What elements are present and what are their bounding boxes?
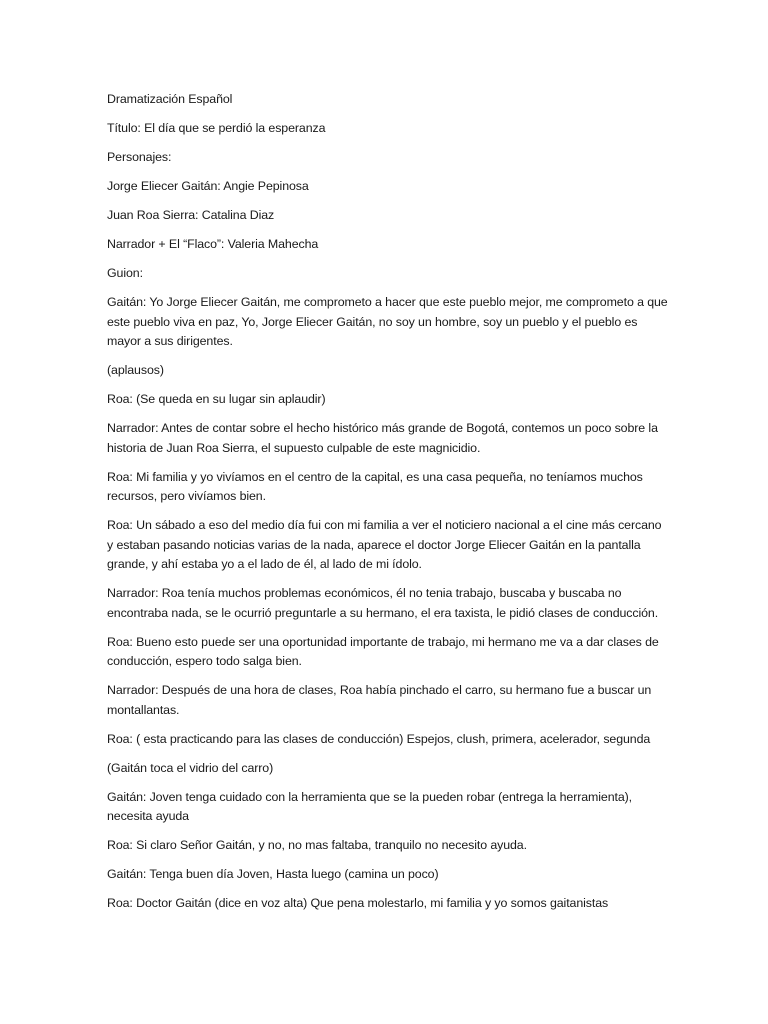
document-body — [107, 90, 668, 914]
script-paragraph: Gaitán: Joven tenga cuidado con la herramienta que se la pueden robar (entrega la herramienta), necesita ayuda — [107, 789, 633, 823]
script-paragraph: Gaitán: Yo Jorge Eliecer Gaitán, me comprometo a hacer que este pueblo mejor, me comprometo a que este pueblo viva en paz, Yo, Jorge Eliecer Gaitán, no soy un hombre, soy un pueblo y el pueblo es mayor a sus dirigentes. — [107, 295, 668, 348]
character-line: Jorge Eliecer Gaitán: Angie Pepinosa — [107, 179, 309, 193]
script-paragraph: Roa: (Se queda en su lugar sin aplaudir) — [107, 392, 326, 406]
script-paragraph: Roa: Un sábado a eso del medio día fui con mi familia a ver el noticiero nacional a el cine más cercano y estaban pasando noticias varias de la nada, aparece el doctor Jorge Eliecer Gaitán en la pantalla grande, y ahí estaba yo a el lado de él, al lado de mi ídolo. — [107, 518, 662, 571]
script-paragraph: (Gaitán toca el vidrio del carro) — [107, 760, 274, 775]
doc-heading: Dramatización Español — [107, 92, 233, 106]
doc-title: Título: El día que se perdió la esperanza — [107, 121, 326, 135]
script-heading: Guion: — [107, 266, 143, 280]
script-paragraph: (aplausos) — [107, 363, 164, 377]
character-line: Juan Roa Sierra: Catalina Diaz — [107, 208, 275, 222]
script-paragraph: Narrador: Antes de contar sobre el hecho histórico más grande de Bogotá, contemos un poco sobre la historia de Juan Roa Sierra, el supuesto culpable de este magnicidio. — [107, 421, 658, 455]
script-paragraph: Roa: Mi familia y yo vivíamos en el centro de la capital, es una casa pequeña, no teníamos muchos recursos, pero vivíamos bien. — [107, 469, 643, 503]
character-line: Narrador + El “Flaco”: Valeria Mahecha — [107, 237, 319, 251]
script-paragraph: Gaitán: Tenga buen día Joven, Hasta luego (camina un poco) — [107, 867, 439, 881]
script-paragraph: Roa: Si claro Señor Gaitán, y no, no mas faltaba, tranquilo no necesito ayuda. — [107, 838, 527, 852]
characters-heading: Personajes: — [107, 150, 172, 164]
script-paragraph: Narrador: Después de una hora de clases, Roa había pinchado el carro, su hermano fue a buscar un montallantas. — [107, 683, 652, 717]
script-paragraph: Roa: Bueno esto puede ser una oportunidad importante de trabajo, mi hermano me va a dar clases de conducción, espero todo salga bien. — [107, 634, 659, 668]
script-paragraph: Roa: Doctor Gaitán (dice en voz alta) Que pena molestarlo, mi familia y yo somos gaitanistas — [107, 896, 609, 910]
script-paragraph: Narrador: Roa tenía muchos problemas económicos, él no tenia trabajo, buscaba y buscaba no encontraba nada, se le ocurrió preguntarle a su hermano, el era taxista, le pidió clases de conducción. — [107, 586, 659, 620]
script-paragraph: Roa: ( esta practicando para las clases de conducción) Espejos, clush, primera, acelerador, segunda — [107, 731, 651, 746]
